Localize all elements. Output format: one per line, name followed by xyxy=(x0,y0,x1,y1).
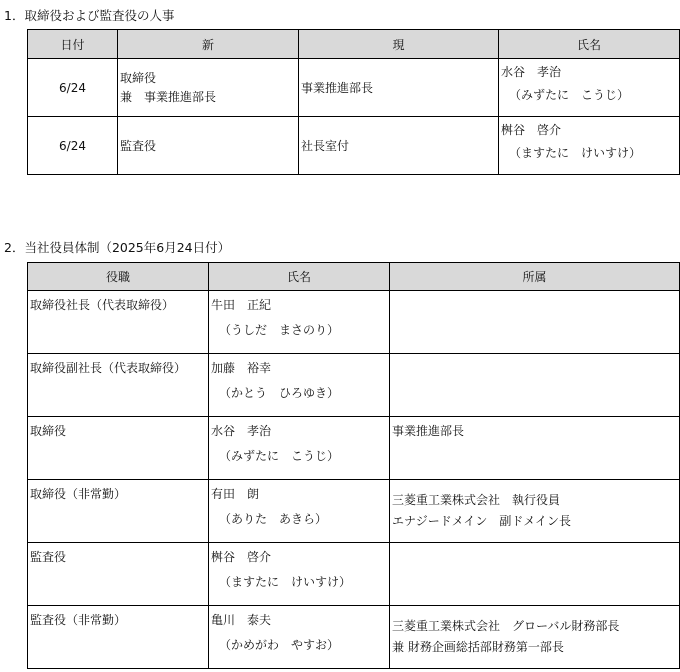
position-cell xyxy=(28,354,209,417)
section1-title: 1．取締役および監査役の人事 xyxy=(4,8,175,23)
header-new: 新 xyxy=(118,30,299,59)
position-label: 取締役副社長（代表取締役） xyxy=(30,361,187,375)
person-name: 水谷 孝治 xyxy=(501,65,562,79)
person-name-reading: （ありた あきら） xyxy=(219,512,328,526)
position-label: 取締役社長（代表取締役） xyxy=(30,298,175,312)
person-name: 亀川 泰夫 xyxy=(211,613,272,627)
current-position-cell: 社長室付 xyxy=(299,117,499,175)
affiliation-line: 事業推進部長 xyxy=(392,424,465,438)
person-name: 水谷 孝治 xyxy=(211,424,272,438)
person-name-reading: （うしだ まさのり） xyxy=(219,323,340,337)
header-date: 日付 xyxy=(28,30,118,59)
new-position-cell xyxy=(118,117,299,175)
affiliation-cell xyxy=(390,606,680,669)
current-position-cell: 事業推進部長 xyxy=(299,59,499,117)
affiliation-cell xyxy=(390,354,680,417)
table-row xyxy=(28,117,680,175)
header-affiliation: 所属 xyxy=(390,263,680,291)
table-row xyxy=(28,606,680,669)
name-cell xyxy=(209,417,390,480)
new-position-line: 取締役 xyxy=(120,70,157,85)
position-cell xyxy=(28,606,209,669)
date-cell: 6/24 xyxy=(28,59,118,117)
position-label: 監査役 xyxy=(30,550,67,564)
officer-structure-table xyxy=(27,262,680,669)
header-current: 現 xyxy=(299,30,499,59)
position-cell xyxy=(28,417,209,480)
person-name-reading: （みずたに こうじ） xyxy=(219,449,340,463)
person-name-reading: （ますたに けいすけ） xyxy=(509,146,642,160)
position-cell xyxy=(28,480,209,543)
table-row xyxy=(28,291,680,354)
date-cell: 6/24 xyxy=(28,117,118,175)
name-cell xyxy=(209,543,390,606)
header-name: 氏名 xyxy=(209,263,390,291)
affiliation-line: 三菱重工業株式会社 執行役員 xyxy=(392,493,561,507)
name-cell xyxy=(209,480,390,543)
new-position-line: 兼 事業推進部長 xyxy=(120,89,217,104)
person-name-reading: （かめがわ やすお） xyxy=(219,638,340,652)
table-row xyxy=(28,354,680,417)
header-position: 役職 xyxy=(28,263,209,291)
table-row xyxy=(28,480,680,543)
table-header-row xyxy=(28,263,680,291)
header-name: 氏名 xyxy=(499,30,680,59)
position-label: 監査役（非常勤） xyxy=(30,613,127,627)
name-cell xyxy=(499,59,680,117)
affiliation-cell xyxy=(390,291,680,354)
table-row xyxy=(28,543,680,606)
person-name: 桝谷 啓介 xyxy=(211,550,272,564)
position-label: 取締役（非常勤） xyxy=(30,487,127,501)
name-cell xyxy=(209,354,390,417)
person-name-reading: （ますたに けいすけ） xyxy=(219,575,352,589)
affiliation-line: 三菱重工業株式会社 グローバル財務部長 xyxy=(392,619,620,633)
person-name-reading: （かとう ひろゆき） xyxy=(219,386,340,400)
personnel-changes-table xyxy=(27,29,680,175)
name-cell xyxy=(209,606,390,669)
table-header-row xyxy=(28,30,680,59)
person-name: 牛田 正紀 xyxy=(211,298,272,312)
name-cell xyxy=(209,291,390,354)
person-name-reading: （みずたに こうじ） xyxy=(509,88,630,102)
affiliation-cell xyxy=(390,417,680,480)
name-cell xyxy=(499,117,680,175)
table-row xyxy=(28,59,680,117)
new-position-line: 監査役 xyxy=(120,139,157,153)
table-row xyxy=(28,417,680,480)
affiliation-line: 兼 財務企画総括部財務第一部長 xyxy=(392,640,564,654)
position-cell xyxy=(28,291,209,354)
position-cell xyxy=(28,543,209,606)
new-position-cell xyxy=(118,59,299,117)
position-label: 取締役 xyxy=(30,424,67,438)
person-name: 加藤 裕幸 xyxy=(211,361,272,375)
person-name: 有田 朗 xyxy=(211,487,260,501)
affiliation-cell xyxy=(390,543,680,606)
person-name: 桝谷 啓介 xyxy=(501,123,562,137)
affiliation-line: エナジードメイン 副ドメイン長 xyxy=(392,514,572,528)
section2-title: 2．当社役員体制（2025年6月24日付） xyxy=(4,240,231,255)
affiliation-cell xyxy=(390,480,680,543)
